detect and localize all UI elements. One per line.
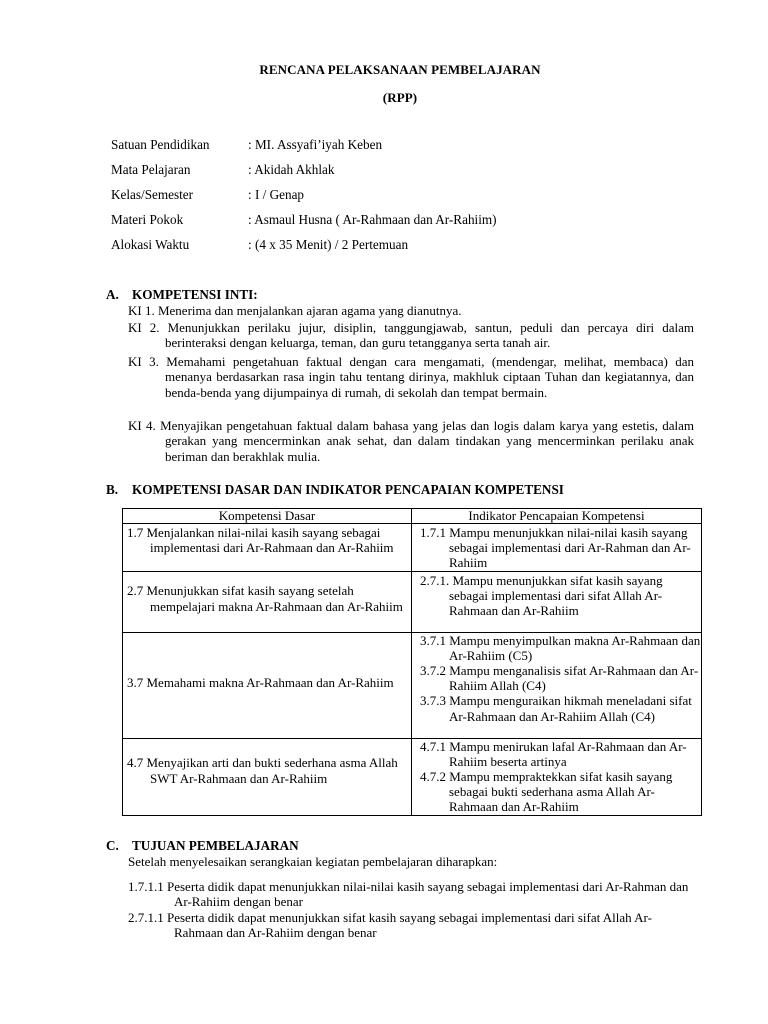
section-a-heading bbox=[106, 287, 258, 303]
indikator-text: 3.7.2 Mampu menganalisis sifat Ar-Rahmaan dan Ar-Rahiim Allah (C4) bbox=[420, 663, 699, 694]
info-label: Satuan Pendidikan bbox=[111, 137, 210, 152]
info-label: Materi Pokok bbox=[111, 212, 184, 227]
info-value: : MI. Assyafi’iyah Keben bbox=[248, 137, 383, 152]
info-value: : Akidah Akhlak bbox=[248, 162, 335, 177]
tujuan-item: 1.7.1.1 Peserta didik dapat menunjukkan nilai-nilai kasih sayang sebagai implementasi dari Ar-Rahman dan Ar-Rahiim dengan benar bbox=[128, 879, 689, 910]
indikator-cell bbox=[412, 632, 702, 738]
indikator-text: 3.7.3 Mampu menguraikan hikmah meneladani sifat Ar-Rahmaan dan Ar-Rahiim Allah (C4) bbox=[420, 693, 692, 724]
section-c-heading bbox=[106, 838, 299, 854]
section-letter: C. bbox=[106, 838, 119, 853]
indikator-text: 1.7.1 Mampu menunjukkan nilai-nilai kasih sayang sebagai implementasi dari Ar-Rahman dan Ar-Rahiim bbox=[420, 525, 691, 571]
info-label: Alokasi Waktu bbox=[111, 237, 190, 252]
kd-text: 2.7 Menunjukkan sifat kasih sayang setelah mempelajari makna Ar-Rahmaan dan Ar-Rahiim bbox=[127, 583, 403, 614]
tujuan-item: 2.7.1.1 Peserta didik dapat menunjukkan sifat kasih sayang sebagai implementasi dari sifat Allah Ar-Rahmaan dan Ar-Rahiim dengan benar bbox=[128, 910, 652, 941]
info-value: : I / Genap bbox=[248, 187, 305, 202]
section-title: KOMPETENSI INTI: bbox=[132, 287, 258, 302]
ki-item: KI 4. Menyajikan pengetahuan faktual dalam bahasa yang jelas dan logis dalam karya yang estetis, dalam gerakan yang mencerminkan anak sehat, dan dalam tindakan yang mencerminkan perilaku anak beriman dan berakhlak mulia. bbox=[128, 418, 694, 464]
table-header-indikator: Indikator Pencapaian Kompetensi bbox=[412, 509, 702, 524]
indikator-text: 3.7.1 Mampu menyimpulkan makna Ar-Rahmaan dan Ar-Rahiim (C5) bbox=[420, 632, 701, 663]
document-title: RENCANA PELAKSANAAN PEMBELAJARAN bbox=[259, 62, 541, 77]
kd-text: 4.7 Menyajikan arti dan bukti sederhana asma Allah SWT Ar-Rahmaan dan Ar-Rahiim bbox=[127, 755, 398, 786]
table-header-kd: Kompetensi Dasar bbox=[123, 509, 412, 524]
table-row bbox=[123, 571, 702, 632]
ki-item: KI 1. Menerima dan menjalankan ajaran agama yang dianutnya. bbox=[128, 303, 462, 318]
kd-text: 3.7 Memahami makna Ar-Rahmaan dan Ar-Rahiim bbox=[127, 674, 394, 690]
indikator-text: 2.7.1. Mampu menunjukkan sifat kasih sayang sebagai implementasi dari sifat Allah Ar-Rahmaan dan Ar-Rahiim bbox=[420, 572, 663, 619]
info-value: : (4 x 35 Menit) / 2 Pertemuan bbox=[248, 237, 409, 252]
ki-item: KI 3. Memahami pengetahuan faktual dengan cara mengamati, (mendengar, melihat, membaca) dan menanya berdasarkan rasa ingin tahu tentang dirinya, makhluk ciptaan Tuhan dan kegiatannya, dan benda-benda yang dijumpainya di rumah, di sekolah dan tempat bermain. bbox=[128, 354, 694, 400]
kd-cell bbox=[123, 524, 412, 572]
kd-cell bbox=[123, 571, 412, 632]
kd-cell bbox=[123, 632, 412, 738]
info-label: Kelas/Semester bbox=[111, 187, 194, 202]
document-subtitle: (RPP) bbox=[382, 90, 418, 105]
indikator-cell bbox=[412, 571, 702, 632]
table-row bbox=[123, 632, 702, 738]
indikator-cell bbox=[412, 738, 702, 815]
table-header-row bbox=[123, 509, 702, 524]
table-row bbox=[123, 524, 702, 572]
kd-cell bbox=[123, 738, 412, 815]
section-letter: A. bbox=[106, 287, 119, 302]
tujuan-intro: Setelah menyelesaikan serangkaian kegiatan pembelajaran diharapkan: bbox=[128, 854, 498, 869]
ki-item: KI 2. Menunjukkan perilaku jujur, disiplin, tanggungjawab, santun, peduli dan percaya diri dalam berinteraksi dengan keluarga, teman, dan guru tetangganya serta tanah air. bbox=[128, 320, 694, 351]
info-value: : Asmaul Husna ( Ar-Rahmaan dan Ar-Rahiim) bbox=[248, 212, 497, 227]
table-row bbox=[123, 738, 702, 815]
indikator-text: 4.7.1 Mampu menirukan lafal Ar-Rahmaan dan Ar-Rahiim beserta artinya bbox=[420, 738, 687, 769]
indikator-text: 4.7.2 Mampu mempraktekkan sifat kasih sayang sebagai bukti sederhana asma Allah Ar-Rahmaan dan Ar-Rahiim bbox=[420, 769, 673, 815]
section-b-heading bbox=[106, 482, 564, 498]
section-title: KOMPETENSI DASAR DAN INDIKATOR PENCAPAIAN KOMPETENSI bbox=[132, 482, 564, 497]
section-title: TUJUAN PEMBELAJARAN bbox=[132, 838, 299, 853]
indikator-cell bbox=[412, 524, 702, 572]
kompetensi-table bbox=[122, 508, 702, 816]
kd-text: 1.7 Menjalankan nilai-nilai kasih sayang sebagai implementasi dari Ar-Rahmaan dan Ar-Rahiim bbox=[127, 525, 394, 556]
section-letter: B. bbox=[106, 482, 119, 497]
info-label: Mata Pelajaran bbox=[111, 162, 191, 177]
